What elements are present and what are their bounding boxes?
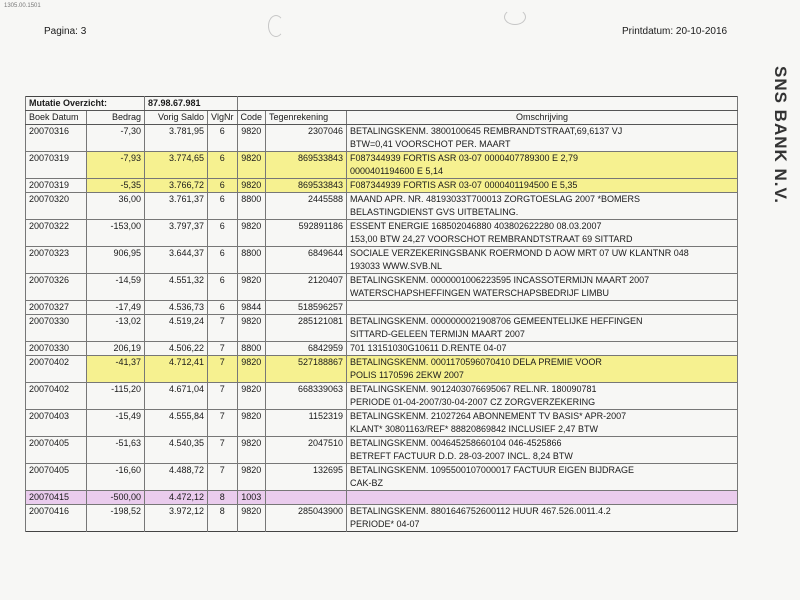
- punch-hole-mark: [504, 9, 526, 25]
- cell-vorig-saldo: [145, 165, 208, 179]
- cell-vorig-saldo: [145, 328, 208, 342]
- cell-boek-datum: [26, 328, 87, 342]
- cell-vlgnr: [208, 287, 238, 301]
- cell-vorig-saldo: [145, 450, 208, 464]
- cell-boek-datum: 20070402: [26, 383, 87, 397]
- cell-code: 9820: [237, 274, 266, 288]
- cell-boek-datum: 20070319: [26, 179, 87, 193]
- cell-boek-datum: 20070403: [26, 410, 87, 424]
- cell-vorig-saldo: 4.555,84: [145, 410, 208, 424]
- table-row: [26, 437, 738, 451]
- cell-omschrijving: CAK-BZ: [347, 477, 738, 491]
- table-row: [26, 315, 738, 329]
- cell-tegenrekening: [266, 165, 347, 179]
- cell-boek-datum: 20070322: [26, 220, 87, 234]
- cell-vlgnr: [208, 450, 238, 464]
- cell-tegenrekening: [266, 491, 347, 505]
- cell-vorig-saldo: 3.644,37: [145, 247, 208, 261]
- col-header-tegenrekening: Tegenrekening: [266, 111, 347, 125]
- cell-omschrijving: BETALINGSKENM. 3800100645 REMBRANDTSTRAAT,69,6137 VJ: [347, 125, 738, 139]
- cell-vorig-saldo: 4.540,35: [145, 437, 208, 451]
- cell-code: [237, 477, 266, 491]
- cell-code: [237, 518, 266, 532]
- cell-vorig-saldo: [145, 233, 208, 247]
- cell-tegenrekening: [266, 233, 347, 247]
- cell-omschrijving: F087344939 FORTIS ASR 03-07 0000407789300 E 2,79: [347, 152, 738, 166]
- cell-code: [237, 369, 266, 383]
- cell-omschrijving: BETALINGSKENM. 004645258660104 046-4525866: [347, 437, 738, 451]
- cell-omschrijving: BETALINGSKENM. 21027264 ABONNEMENT TV BASIS* APR-2007: [347, 410, 738, 424]
- cell-omschrijving: 0000401194600 E 5,14: [347, 165, 738, 179]
- cell-vlgnr: [208, 206, 238, 220]
- page-number: Pagina: 3: [44, 26, 87, 37]
- cell-boek-datum: [26, 423, 87, 437]
- cell-vorig-saldo: [145, 260, 208, 274]
- cell-vorig-saldo: [145, 206, 208, 220]
- punch-hole-mark: [268, 15, 284, 37]
- col-header-code: Code: [237, 111, 266, 125]
- cell-vorig-saldo: 4.712,41: [145, 356, 208, 370]
- cell-boek-datum: 20070416: [26, 505, 87, 519]
- cell-vlgnr: 6: [208, 274, 238, 288]
- cell-vlgnr: 6: [208, 125, 238, 139]
- cell-vlgnr: 8: [208, 491, 238, 505]
- cell-boek-datum: [26, 369, 87, 383]
- cell-boek-datum: [26, 165, 87, 179]
- cell-vlgnr: 6: [208, 152, 238, 166]
- table-row: [26, 179, 738, 193]
- col-header-bedrag: Bedrag: [87, 111, 145, 125]
- cell-boek-datum: [26, 287, 87, 301]
- cell-vorig-saldo: 4.472,12: [145, 491, 208, 505]
- cell-code: 9844: [237, 301, 266, 315]
- cell-bedrag: [87, 260, 145, 274]
- cell-omschrijving: BETALINGSKENM. 0001170596070410 DELA PREMIE VOOR: [347, 356, 738, 370]
- cell-vorig-saldo: [145, 477, 208, 491]
- cell-tegenrekening: [266, 477, 347, 491]
- cell-omschrijving: PERIODE* 04-07: [347, 518, 738, 532]
- cell-omschrijving: KLANT* 30801163/REF* 88820869842 INCLUSIEF 2,47 BTW: [347, 423, 738, 437]
- col-header-boek-datum: Boek Datum: [26, 111, 87, 125]
- cell-vorig-saldo: 4.671,04: [145, 383, 208, 397]
- table-row: [26, 396, 738, 410]
- cell-tegenrekening: 6842959: [266, 342, 347, 356]
- table-row: [26, 206, 738, 220]
- cell-omschrijving: 701 13151030G10611 D.RENTE 04-07: [347, 342, 738, 356]
- cell-boek-datum: [26, 450, 87, 464]
- cell-boek-datum: [26, 138, 87, 152]
- cell-tegenrekening: 1152319: [266, 410, 347, 424]
- cell-tegenrekening: 668339063: [266, 383, 347, 397]
- cell-code: 9820: [237, 179, 266, 193]
- cell-tegenrekening: 592891186: [266, 220, 347, 234]
- cell-code: [237, 287, 266, 301]
- cell-tegenrekening: [266, 328, 347, 342]
- cell-tegenrekening: 518596257: [266, 301, 347, 315]
- cell-vlgnr: 6: [208, 193, 238, 207]
- cell-tegenrekening: 2047510: [266, 437, 347, 451]
- cell-tegenrekening: [266, 138, 347, 152]
- cell-omschrijving: BETALINGSKENM. 0000001006223595 INCASSOTERMIJN MAART 2007: [347, 274, 738, 288]
- table-row: [26, 518, 738, 532]
- cell-bedrag: 206,19: [87, 342, 145, 356]
- cell-tegenrekening: [266, 287, 347, 301]
- table-row: [26, 247, 738, 261]
- cell-boek-datum: [26, 396, 87, 410]
- cell-code: [237, 233, 266, 247]
- cell-boek-datum: 20070316: [26, 125, 87, 139]
- cell-bedrag: 36,00: [87, 193, 145, 207]
- table-row: [26, 505, 738, 519]
- table-row: [26, 287, 738, 301]
- cell-bedrag: [87, 233, 145, 247]
- cell-vorig-saldo: [145, 138, 208, 152]
- cell-omschrijving: POLIS 1170596 2EKW 2007: [347, 369, 738, 383]
- cell-boek-datum: [26, 233, 87, 247]
- cell-omschrijving: MAAND APR. NR. 48193033T700013 ZORGTOESLAG 2007 *BOMERS: [347, 193, 738, 207]
- account-number: 87.98.67.981: [145, 97, 238, 111]
- cell-boek-datum: 20070323: [26, 247, 87, 261]
- cell-vlgnr: 6: [208, 247, 238, 261]
- cell-omschrijving: WATERSCHAPSHEFFINGEN WATERSCHAPSBEDRIJF LIMBU: [347, 287, 738, 301]
- table-row: [26, 477, 738, 491]
- cell-boek-datum: 20070415: [26, 491, 87, 505]
- cell-code: 8800: [237, 193, 266, 207]
- cell-vlgnr: [208, 477, 238, 491]
- cell-bedrag: [87, 423, 145, 437]
- cell-code: 9820: [237, 410, 266, 424]
- table-row: [26, 125, 738, 139]
- cell-tegenrekening: 285121081: [266, 315, 347, 329]
- cell-tegenrekening: 2445588: [266, 193, 347, 207]
- cell-boek-datum: 20070326: [26, 274, 87, 288]
- cell-code: 9820: [237, 383, 266, 397]
- cell-tegenrekening: 869533843: [266, 152, 347, 166]
- cell-vorig-saldo: 4.506,22: [145, 342, 208, 356]
- cell-bedrag: -7,30: [87, 125, 145, 139]
- cell-tegenrekening: 527188867: [266, 356, 347, 370]
- table-row: [26, 328, 738, 342]
- cell-vorig-saldo: 4.488,72: [145, 464, 208, 478]
- cell-vlgnr: 8: [208, 505, 238, 519]
- cell-omschrijving: SOCIALE VERZEKERINGSBANK ROERMOND D AOW MRT 07 UW KLANTNR 048: [347, 247, 738, 261]
- cell-vlgnr: [208, 165, 238, 179]
- cell-code: [237, 450, 266, 464]
- cell-bedrag: [87, 477, 145, 491]
- cell-code: 9820: [237, 220, 266, 234]
- cell-tegenrekening: 132695: [266, 464, 347, 478]
- cell-omschrijving: [347, 301, 738, 315]
- cell-code: [237, 206, 266, 220]
- cell-boek-datum: [26, 477, 87, 491]
- cell-boek-datum: 20070330: [26, 315, 87, 329]
- cell-code: 9820: [237, 152, 266, 166]
- cell-bedrag: [87, 396, 145, 410]
- table-row: [26, 138, 738, 152]
- cell-bedrag: 906,95: [87, 247, 145, 261]
- cell-code: [237, 260, 266, 274]
- cell-vlgnr: 7: [208, 356, 238, 370]
- col-header-vlgnr: VlgNr: [208, 111, 238, 125]
- cell-code: 9820: [237, 356, 266, 370]
- cell-vlgnr: 7: [208, 383, 238, 397]
- table-row: [26, 450, 738, 464]
- cell-code: [237, 165, 266, 179]
- cell-bedrag: -15,49: [87, 410, 145, 424]
- cell-omschrijving: F087344939 FORTIS ASR 03-07 0000401194500 E 5,35: [347, 179, 738, 193]
- table-row: [26, 464, 738, 478]
- cell-bedrag: -51,63: [87, 437, 145, 451]
- table-row: [26, 423, 738, 437]
- cell-tegenrekening: [266, 518, 347, 532]
- cell-tegenrekening: [266, 206, 347, 220]
- cell-code: 1003: [237, 491, 266, 505]
- cell-omschrijving: BELASTINGDIENST GVS UITBETALING.: [347, 206, 738, 220]
- cell-tegenrekening: 869533843: [266, 179, 347, 193]
- table-row: [26, 342, 738, 356]
- cell-boek-datum: 20070330: [26, 342, 87, 356]
- table-row: [26, 152, 738, 166]
- cell-vlgnr: [208, 328, 238, 342]
- cell-omschrijving: BTW=0,41 VOORSCHOT PER. MAART: [347, 138, 738, 152]
- cell-vorig-saldo: 3.766,72: [145, 179, 208, 193]
- print-date: Printdatum: 20-10-2016: [622, 26, 728, 37]
- cell-vlgnr: 7: [208, 464, 238, 478]
- cell-bedrag: [87, 369, 145, 383]
- table-row: [26, 165, 738, 179]
- table-row: [26, 301, 738, 315]
- cell-omschrijving: 153,00 BTW 24,27 VOORSCHOT REMBRANDTSTRAAT 69 SITTARD: [347, 233, 738, 247]
- table-row: [26, 383, 738, 397]
- cell-tegenrekening: 2307046: [266, 125, 347, 139]
- cell-omschrijving: BETALINGSKENM. 9012403076695067 REL.NR. 180090781: [347, 383, 738, 397]
- cell-boek-datum: 20070319: [26, 152, 87, 166]
- column-header-row: [26, 111, 738, 125]
- cell-code: [237, 423, 266, 437]
- cell-tegenrekening: [266, 450, 347, 464]
- table-row: [26, 233, 738, 247]
- cell-boek-datum: 20070327: [26, 301, 87, 315]
- cell-vorig-saldo: 3.761,37: [145, 193, 208, 207]
- cell-tegenrekening: [266, 260, 347, 274]
- table-row: [26, 356, 738, 370]
- cell-vorig-saldo: 4.551,32: [145, 274, 208, 288]
- overview-label: Mutatie Overzicht:: [26, 97, 145, 111]
- cell-omschrijving: BETALINGSKENM. 0000000021908706 GEMEENTELIJKE HEFFINGEN: [347, 315, 738, 329]
- cell-bedrag: -13,02: [87, 315, 145, 329]
- cell-bedrag: [87, 206, 145, 220]
- cell-vorig-saldo: 3.972,12: [145, 505, 208, 519]
- cell-code: [237, 396, 266, 410]
- cell-bedrag: -7,93: [87, 152, 145, 166]
- cell-boek-datum: 20070402: [26, 356, 87, 370]
- cell-bedrag: -14,59: [87, 274, 145, 288]
- cell-bedrag: -5,35: [87, 179, 145, 193]
- cell-bedrag: -41,37: [87, 356, 145, 370]
- cell-vlgnr: [208, 260, 238, 274]
- cell-code: [237, 138, 266, 152]
- cell-omschrijving: 193033 WWW.SVB.NL: [347, 260, 738, 274]
- cell-tegenrekening: [266, 423, 347, 437]
- cell-tegenrekening: [266, 396, 347, 410]
- table-row: [26, 410, 738, 424]
- cell-bedrag: [87, 165, 145, 179]
- table-row: [26, 369, 738, 383]
- cell-bedrag: [87, 138, 145, 152]
- cell-vorig-saldo: [145, 287, 208, 301]
- overview-blank: [237, 97, 738, 111]
- cell-vorig-saldo: 3.797,37: [145, 220, 208, 234]
- cell-boek-datum: [26, 260, 87, 274]
- cell-omschrijving: ESSENT ENERGIE 168502046880 403802622280 08.03.2007: [347, 220, 738, 234]
- cell-bedrag: -153,00: [87, 220, 145, 234]
- table-row: [26, 274, 738, 288]
- cell-tegenrekening: 6849644: [266, 247, 347, 261]
- cell-vlgnr: 7: [208, 410, 238, 424]
- cell-boek-datum: 20070405: [26, 464, 87, 478]
- bank-name: SNS BANK N.V.: [771, 66, 790, 205]
- cell-vlgnr: [208, 138, 238, 152]
- cell-vorig-saldo: [145, 423, 208, 437]
- cell-bedrag: [87, 450, 145, 464]
- cell-vorig-saldo: 3.774,65: [145, 152, 208, 166]
- cell-bedrag: [87, 328, 145, 342]
- cell-code: 9820: [237, 315, 266, 329]
- cell-vlgnr: 7: [208, 315, 238, 329]
- table-row: [26, 491, 738, 505]
- cell-vlgnr: 7: [208, 437, 238, 451]
- cell-vlgnr: [208, 369, 238, 383]
- table-row: [26, 220, 738, 234]
- cell-bedrag: [87, 518, 145, 532]
- cell-bedrag: -500,00: [87, 491, 145, 505]
- cell-vlgnr: 6: [208, 179, 238, 193]
- cell-code: 9820: [237, 505, 266, 519]
- cell-vorig-saldo: [145, 396, 208, 410]
- cell-vorig-saldo: 4.536,73: [145, 301, 208, 315]
- cell-boek-datum: 20070320: [26, 193, 87, 207]
- cell-bedrag: [87, 287, 145, 301]
- cell-boek-datum: [26, 518, 87, 532]
- cell-code: 9820: [237, 125, 266, 139]
- mutation-table: [25, 96, 738, 532]
- cell-omschrijving: [347, 491, 738, 505]
- cell-vlgnr: [208, 423, 238, 437]
- cell-vlgnr: [208, 233, 238, 247]
- cell-code: [237, 328, 266, 342]
- table-row: [26, 193, 738, 207]
- cell-code: 9820: [237, 464, 266, 478]
- table-row: [26, 260, 738, 274]
- cell-vorig-saldo: [145, 369, 208, 383]
- cell-bedrag: -115,20: [87, 383, 145, 397]
- cell-vlgnr: 7: [208, 342, 238, 356]
- cell-vlgnr: 6: [208, 220, 238, 234]
- cell-tegenrekening: 2120407: [266, 274, 347, 288]
- cell-code: 9820: [237, 437, 266, 451]
- cell-code: 8800: [237, 247, 266, 261]
- cell-vlgnr: [208, 518, 238, 532]
- cell-tegenrekening: [266, 369, 347, 383]
- cell-code: 8800: [237, 342, 266, 356]
- cell-omschrijving: BETALINGSKENM. 8801646752600112 HUUR 467.526.0011.4.2: [347, 505, 738, 519]
- cell-vlgnr: 6: [208, 301, 238, 315]
- cell-bedrag: -198,52: [87, 505, 145, 519]
- col-header-vorig-saldo: Vorig Saldo: [145, 111, 208, 125]
- cell-vorig-saldo: [145, 518, 208, 532]
- cell-bedrag: -16,60: [87, 464, 145, 478]
- cell-bedrag: -17,49: [87, 301, 145, 315]
- document-id: 1305.00.1501: [4, 3, 41, 9]
- col-header-omschrijving: Omschrijving: [347, 111, 738, 125]
- cell-omschrijving: PERIODE 01-04-2007/30-04-2007 CZ ZORGVERZEKERING: [347, 396, 738, 410]
- cell-omschrijving: BETREFT FACTUUR D.D. 28-03-2007 INCL. 8,24 BTW: [347, 450, 738, 464]
- cell-boek-datum: [26, 206, 87, 220]
- cell-vlgnr: [208, 396, 238, 410]
- cell-tegenrekening: 285043900: [266, 505, 347, 519]
- cell-omschrijving: BETALINGSKENM. 1095500107000017 FACTUUR EIGEN BIJDRAGE: [347, 464, 738, 478]
- cell-vorig-saldo: 3.781,95: [145, 125, 208, 139]
- cell-omschrijving: SITTARD-GELEEN TERMIJN MAART 2007: [347, 328, 738, 342]
- cell-vorig-saldo: 4.519,24: [145, 315, 208, 329]
- cell-boek-datum: 20070405: [26, 437, 87, 451]
